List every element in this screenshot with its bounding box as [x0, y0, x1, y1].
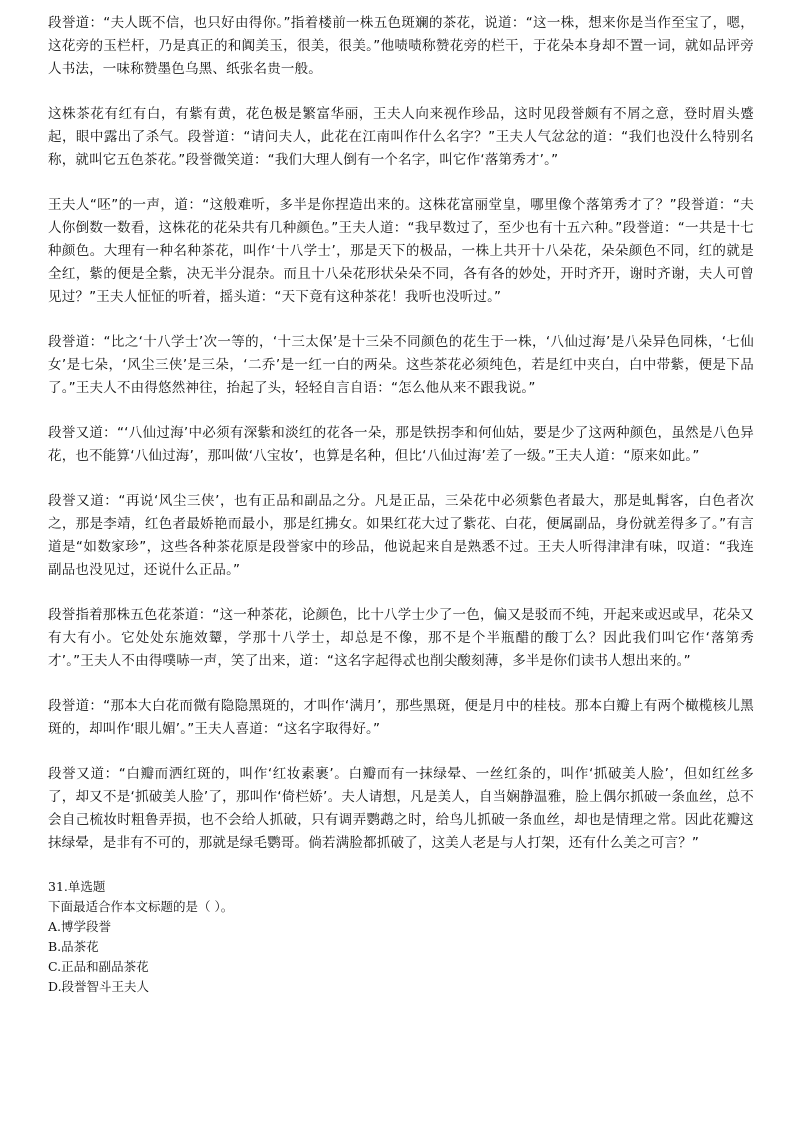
- question-stem: 下面最适合作本文标题的是（ ）。: [48, 899, 234, 914]
- passage-paragraph-5: 段誉又道：“‘八仙过海’中必须有深紫和淡红的花各一朵，那是铁拐李和何仙姑，要是少了这两种颜色，虽然是八色异花，也不能算‘八仙过海’，那叫做‘八宝妆’，也算是名种，但比‘八仙过海’差了一级。”王夫人道：“原来如此。”: [48, 425, 754, 464]
- option-b[interactable]: B.品茶花: [48, 939, 99, 954]
- passage-paragraph-4: 段誉道：“比之‘十八学士’次一等的，‘十三太保’是十三朵不同颜色的花生于一株，‘八仙过海’是八朵异色同株，‘七仙女’是七朵，‘风尘三侠’是三朵，‘二乔’是一红一白的两朵。这些茶花必须纯色，若是红中夹白，白中带紫，便是下品了。”王夫人不由得悠然神往，抬起了头，轻轻自言自语：“怎么他从来不跟我说。”: [48, 334, 754, 396]
- question-block: [48, 877, 754, 997]
- option-d[interactable]: D.段誉智斗王夫人: [48, 979, 150, 994]
- passage-paragraph-9: 段誉又道：“白瓣而洒红斑的，叫作‘红妆素裹’。白瓣而有一抹绿晕、一丝红条的，叫作‘抓破美人脸’，但如红丝多了，却又不是‘抓破美人脸’了，那叫作‘倚栏娇’。夫人请想，凡是美人，自当娴静温雅，脸上偶尔抓破一条血丝，总不会自己梳妆时粗鲁弄损，也不会给人抓破，只有调弄鹦鹉之时，给鸟儿抓破一条血丝，却也是情理之常。因此花瓣这抹绿晕，是非有不可的，那就是绿毛鹦哥。倘若满脸都抓破了，这美人老是与人打架，还有什么美之可言？”: [48, 766, 754, 851]
- passage-paragraph-8: 段誉道：“那本大白花而微有隐隐黑斑的，才叫作‘满月’，那些黑斑，便是月中的桂枝。那本白瓣上有两个橄榄核儿黑斑的，却叫作‘眼儿媚’。”王夫人喜道：“这名字取得好。”: [48, 698, 754, 737]
- passage-paragraph-3: 王夫人“呸”的一声，道：“这般难听，多半是你捏造出来的。这株花富丽堂皇，哪里像个落第秀才了？”段誉道：“夫人你倒数一数看，这株花的花朵共有几种颜色。”王夫人道：“我早数过了，至少也有十五六种。”段誉道：“一共是十七种颜色。大理有一种名种茶花，叫作‘十八学士’，那是天下的极品，一株上共开十八朵花，朵朵颜色不同，红的就是全红，紫的便是全紫，决无半分混杂。而且十八朵花形状朵朵不同，各有各的妙处，开时齐开，谢时齐谢，夫人可曾见过？”王夫人怔怔的听着，摇头道：“天下竟有这种茶花！我听也没听过。”: [48, 197, 754, 305]
- question-number-type: 31.单选题: [48, 879, 106, 894]
- option-c[interactable]: C.正品和副品茶花: [48, 959, 149, 974]
- option-a[interactable]: A.博学段誉: [48, 919, 112, 934]
- document-page: [48, 12, 754, 997]
- passage-paragraph-1: 段誉道：“夫人既不信，也只好由得你。”指着楼前一株五色斑斓的茶花，说道：“这一株，想来你是当作至宝了，嗯，这花旁的玉栏杆，乃是真正的和阗美玉，很美，很美。”他啧啧称赞花旁的栏干，于花朵本身却不置一词，就如品评旁人书法，一味称赞墨色乌黑、纸张名贵一般。: [48, 15, 754, 77]
- passage-paragraph-7: 段誉指着那株五色花茶道：“这一种茶花，论颜色，比十八学士少了一色，偏又是驳而不纯，开起来或迟或早，花朵又有大有小。它处处东施效颦，学那十八学士，却总是不像，那不是个半瓶醋的酸丁么？因此我们叫它作‘落第秀才’。”王夫人不由得噗哧一声，笑了出来，道：“这名字起得忒也削尖酸刻薄，多半是你们读书人想出来的。”: [48, 607, 754, 669]
- passage-paragraph-6: 段誉又道：“再说‘风尘三侠’，也有正品和副品之分。凡是正品，三朵花中必须紫色者最大，那是虬髯客，白色者次之，那是李靖，红色者最娇艳而最小，那是红拂女。如果红花大过了紫花、白花，便属副品，身份就差得多了。”有言道是“如数家珍”，这些各种茶花原是段誉家中的珍品，他说起来自是熟悉不过。王夫人听得津津有味，叹道：“我连副品也没见过，还说什么正品。”: [48, 493, 754, 578]
- passage-paragraph-2: 这株茶花有红有白，有紫有黄，花色极是繁富华丽，王夫人向来视作珍品，这时见段誉颇有不屑之意，登时眉头蹙起，眼中露出了杀气。段誉道：“请问夫人，此花在江南叫作什么名字？”王夫人气忿忿的道：“我们也没什么特别名称，就叫它五色茶花。”段誉微笑道：“我们大理人倒有一个名字，叫它作‘落第秀才’。”: [48, 106, 754, 168]
